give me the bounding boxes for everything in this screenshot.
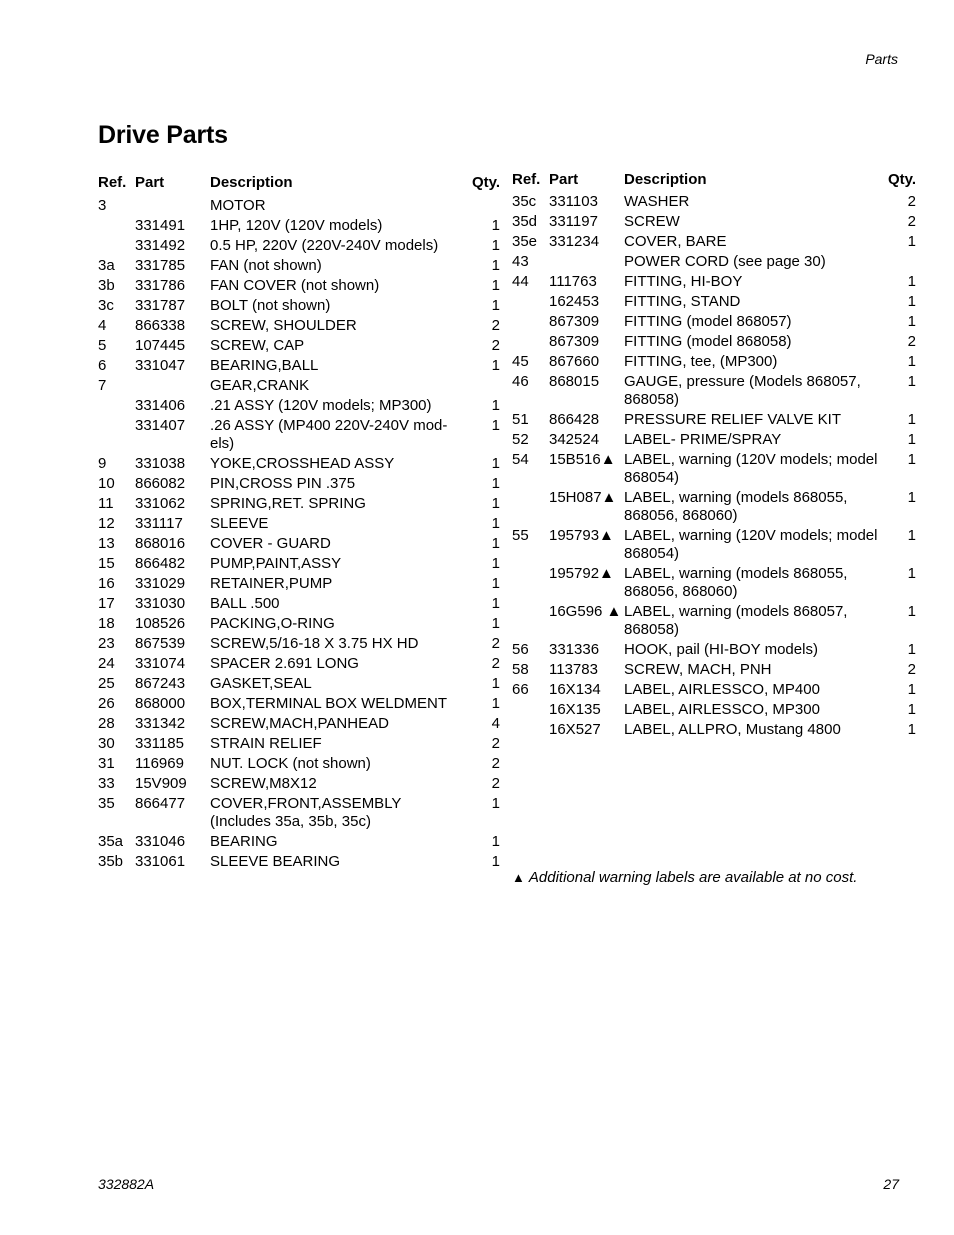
table-row	[98, 754, 500, 774]
part-cell: 113783	[549, 661, 598, 678]
qty-cell: 1	[491, 675, 500, 692]
part-cell: 867539	[135, 635, 186, 652]
table-row	[98, 416, 500, 454]
description-cell: PIN,CROSS PIN .375	[210, 475, 356, 492]
description-cell: LABEL, ALLPRO, Mustang 4800	[624, 721, 841, 738]
ref-cell: 58	[512, 661, 529, 678]
description-cell: SCREW,M8X12	[210, 775, 317, 792]
table-row	[512, 450, 916, 488]
description-cell: LABEL, warning (models 868055, 868056, 868060)	[624, 489, 848, 524]
ref-cell: 3a	[98, 257, 115, 274]
ref-cell: 15	[98, 555, 115, 572]
part-cell: 116969	[135, 755, 184, 772]
ref-cell: 45	[512, 353, 529, 370]
table-row	[512, 430, 916, 450]
part-cell: 868015	[549, 373, 600, 390]
table-row	[98, 356, 500, 376]
description-cell: PACKING,O-RING	[210, 615, 335, 632]
qty-cell: 1	[491, 555, 500, 572]
part-cell: 195792▲	[549, 565, 614, 582]
table-body	[98, 196, 500, 872]
part-cell: 331406	[135, 397, 186, 414]
part-cell: 331491	[135, 217, 186, 234]
ref-cell	[98, 417, 135, 453]
description-cell: BEARING	[210, 833, 278, 850]
ref-cell: 35	[98, 795, 115, 812]
ref-cell: 7	[98, 377, 107, 394]
table-row	[98, 256, 500, 276]
part-cell: 331103	[549, 193, 598, 210]
qty-cell: 1	[491, 417, 500, 434]
table-row	[512, 720, 916, 740]
table-row	[98, 376, 500, 396]
description-cell: SCREW	[624, 213, 680, 230]
ref-cell: 25	[98, 675, 115, 692]
part-cell: 866477	[135, 795, 186, 812]
ref-cell	[512, 701, 549, 719]
description-cell: FITTING (model 868057)	[624, 313, 792, 330]
table-row	[98, 654, 500, 674]
qty-cell: 2	[907, 193, 916, 210]
description-cell: PRESSURE RELIEF VALVE KIT	[624, 411, 842, 428]
part-cell: 331029	[135, 575, 186, 592]
ref-cell	[512, 721, 549, 739]
part-cell: 331047	[135, 357, 186, 374]
table-row	[98, 494, 500, 514]
description-cell: HOOK, pail (HI-BOY models)	[624, 641, 818, 658]
description-cell: FITTING, STAND	[624, 293, 741, 310]
table-row	[98, 614, 500, 634]
part-cell: 195793▲	[549, 527, 614, 544]
table-row	[98, 196, 500, 216]
col-qty-header: Qty.	[471, 173, 500, 191]
table-row	[512, 660, 916, 680]
table-row	[98, 634, 500, 654]
parts-table-left	[98, 171, 500, 872]
ref-cell	[98, 217, 135, 235]
qty-cell: 1	[491, 495, 500, 512]
ref-cell: 51	[512, 411, 529, 428]
description-cell: PUMP,PAINT,ASSY	[210, 555, 342, 572]
qty-cell: 1	[907, 603, 916, 620]
description-cell: LABEL, warning (models 868057, 868058)	[624, 603, 848, 638]
part-cell: 331197	[549, 213, 598, 230]
qty-cell: 1	[491, 575, 500, 592]
part-cell	[549, 253, 624, 271]
table-row	[512, 526, 916, 564]
table-row	[512, 212, 916, 232]
part-cell: 867243	[135, 675, 186, 692]
parts-table-right	[512, 168, 916, 740]
qty-cell: 1	[491, 615, 500, 632]
qty-cell	[470, 197, 500, 215]
qty-cell	[886, 253, 916, 271]
table-row	[98, 236, 500, 256]
part-cell: 868016	[135, 535, 186, 552]
table-row	[512, 700, 916, 720]
description-cell: FAN (not shown)	[210, 257, 322, 274]
qty-cell: 1	[907, 353, 916, 370]
ref-cell	[512, 333, 549, 351]
table-row	[512, 332, 916, 352]
part-cell: 331185	[135, 735, 184, 752]
ref-cell: 35d	[512, 213, 538, 230]
table-row	[98, 554, 500, 574]
description-cell: POWER CORD (see page 30)	[624, 253, 826, 270]
qty-cell: 1	[491, 277, 500, 294]
description-cell: SPACER 2.691 LONG	[210, 655, 359, 672]
part-cell: 162453	[549, 293, 600, 310]
table-row	[98, 534, 500, 554]
ref-cell: 17	[98, 595, 115, 612]
ref-cell: 28	[98, 715, 115, 732]
col-description-header: Description	[624, 170, 707, 188]
part-cell: 107445	[135, 337, 186, 354]
qty-cell: 2	[491, 635, 500, 652]
part-cell: 867660	[549, 353, 600, 370]
ref-cell: 11	[98, 495, 114, 512]
description-cell: .21 ASSY (120V models; MP300)	[210, 397, 432, 414]
table-row	[512, 312, 916, 332]
part-cell: 331046	[135, 833, 186, 850]
part-cell: 866082	[135, 475, 186, 492]
part-cell: 331336	[549, 641, 600, 658]
description-cell: YOKE,CROSSHEAD ASSY	[210, 455, 395, 472]
table-row	[512, 192, 916, 212]
qty-cell: 1	[907, 527, 916, 544]
description-cell: FITTING (model 868058)	[624, 333, 792, 350]
qty-cell: 2	[907, 213, 916, 230]
description-cell: 0.5 HP, 220V (220V-240V models)	[210, 237, 439, 254]
description-cell: COVER, BARE	[624, 233, 727, 250]
description-cell: STRAIN RELIEF	[210, 735, 322, 752]
table-row	[98, 396, 500, 416]
part-cell: 331234	[549, 233, 600, 250]
table-row	[512, 372, 916, 410]
qty-cell: 1	[907, 313, 916, 330]
part-cell: 331342	[135, 715, 186, 732]
description-cell: BALL .500	[210, 595, 280, 612]
qty-cell: 1	[907, 293, 916, 310]
description-cell: COVER - GUARD	[210, 535, 331, 552]
part-cell: 15V909	[135, 775, 187, 792]
table-row	[98, 336, 500, 356]
part-cell: 16X135	[549, 701, 601, 718]
table-row	[98, 734, 500, 754]
ref-cell	[512, 313, 549, 331]
page-title: Drive Parts	[98, 121, 228, 149]
table-row	[512, 640, 916, 660]
part-cell: 866482	[135, 555, 186, 572]
warning-triangle-icon: ▲	[512, 870, 525, 885]
ref-cell	[512, 565, 549, 601]
table-row	[98, 794, 500, 832]
part-cell	[135, 197, 210, 215]
table-row	[512, 232, 916, 252]
ref-cell	[98, 397, 135, 415]
table-header	[98, 171, 500, 193]
ref-cell: 3	[98, 197, 107, 214]
part-cell: 342524	[549, 431, 600, 448]
qty-cell: 2	[491, 337, 500, 354]
part-cell: 331030	[135, 595, 186, 612]
qty-cell: 4	[491, 715, 500, 732]
description-cell: LABEL, warning (120V models; model 868054)	[624, 527, 878, 562]
ref-cell: 5	[98, 337, 107, 354]
ref-cell: 4	[98, 317, 107, 334]
qty-cell: 2	[491, 775, 500, 792]
qty-cell: 1	[491, 257, 500, 274]
ref-cell: 13	[98, 535, 115, 552]
qty-cell: 1	[907, 451, 916, 468]
table-row	[98, 316, 500, 336]
qty-cell: 1	[491, 833, 500, 850]
ref-cell: 44	[512, 273, 529, 290]
table-row	[98, 774, 500, 794]
part-cell: 331407	[135, 417, 186, 434]
part-cell: 331785	[135, 257, 186, 274]
description-cell: MOTOR	[210, 197, 266, 214]
description-cell: .26 ASSY (MP400 220V-240V mod-els)	[210, 417, 448, 452]
col-ref-header: Ref.	[98, 173, 127, 191]
part-cell: 331786	[135, 277, 186, 294]
description-cell: LABEL, AIRLESSCO, MP300	[624, 701, 820, 718]
table-row	[512, 352, 916, 372]
qty-cell: 1	[491, 515, 500, 532]
table-row	[98, 574, 500, 594]
ref-cell: 46	[512, 373, 529, 390]
ref-cell: 12	[98, 515, 115, 532]
qty-cell: 2	[491, 317, 500, 334]
description-cell: SCREW, CAP	[210, 337, 305, 354]
description-cell: NUT. LOCK (not shown)	[210, 755, 371, 772]
part-cell: 867309	[549, 313, 600, 330]
table-row	[512, 292, 916, 312]
qty-cell: 1	[491, 237, 500, 254]
qty-cell: 1	[491, 397, 500, 414]
part-cell: 331492	[135, 237, 186, 254]
qty-cell: 1	[491, 535, 500, 552]
table-row	[512, 252, 916, 272]
ref-cell: 3b	[98, 277, 115, 294]
table-row	[98, 296, 500, 316]
ref-cell: 54	[512, 451, 529, 468]
ref-cell: 30	[98, 735, 115, 752]
qty-cell: 1	[907, 489, 916, 506]
description-cell: RETAINER,PUMP	[210, 575, 333, 592]
ref-cell: 6	[98, 357, 107, 374]
col-qty-header: Qty.	[887, 170, 916, 188]
ref-cell	[512, 489, 549, 525]
footnote-text: Additional warning labels are available at no cost.	[528, 869, 858, 886]
part-cell: 331062	[135, 495, 186, 512]
description-cell: SPRING,RET. SPRING	[210, 495, 366, 512]
part-cell: 331117	[135, 515, 183, 532]
description-cell: LABEL, warning (models 868055, 868056, 868060)	[624, 565, 848, 600]
table-row	[98, 454, 500, 474]
part-cell: 16X134	[549, 681, 601, 698]
ref-cell: 18	[98, 615, 115, 632]
description-cell: LABEL, AIRLESSCO, MP400	[624, 681, 820, 698]
qty-cell: 1	[907, 273, 916, 290]
description-cell: BEARING,BALL	[210, 357, 319, 374]
ref-cell: 9	[98, 455, 107, 472]
description-cell: GAUGE, pressure (Models 868057, 868058)	[624, 373, 861, 408]
description-cell: FITTING, HI-BOY	[624, 273, 743, 290]
qty-cell: 1	[491, 217, 500, 234]
ref-cell: 43	[512, 253, 529, 270]
description-cell: FAN COVER (not shown)	[210, 277, 380, 294]
description-cell: GEAR,CRANK	[210, 377, 310, 394]
header-section-label: Parts	[865, 51, 898, 67]
ref-cell: 31	[98, 755, 115, 772]
description-cell: GASKET,SEAL	[210, 675, 312, 692]
part-cell: 16G596 ▲	[549, 603, 622, 620]
ref-cell	[512, 603, 549, 639]
description-cell: 1HP, 120V (120V models)	[210, 217, 383, 234]
description-cell: FITTING, tee, (MP300)	[624, 353, 778, 370]
table-row	[98, 514, 500, 534]
ref-cell: 66	[512, 681, 529, 698]
table-body	[512, 192, 916, 740]
qty-cell: 1	[907, 565, 916, 582]
qty-cell: 1	[491, 695, 500, 712]
document-number: 332882A	[98, 1176, 155, 1192]
table-row	[98, 714, 500, 734]
ref-cell: 33	[98, 775, 115, 792]
qty-cell: 2	[491, 735, 500, 752]
warning-footnote	[512, 869, 857, 886]
table-row	[98, 594, 500, 614]
qty-cell: 1	[491, 795, 500, 812]
ref-cell	[98, 237, 135, 255]
description-cell: BOX,TERMINAL BOX WELDMENT	[210, 695, 447, 712]
part-cell: 331074	[135, 655, 186, 672]
qty-cell: 2	[491, 655, 500, 672]
ref-cell: 16	[98, 575, 115, 592]
qty-cell: 1	[907, 431, 916, 448]
qty-cell: 1	[907, 721, 916, 738]
table-row	[98, 474, 500, 494]
ref-cell	[512, 293, 549, 311]
qty-cell: 1	[491, 475, 500, 492]
table-row	[512, 602, 916, 640]
ref-cell: 23	[98, 635, 115, 652]
ref-cell: 35e	[512, 233, 538, 250]
qty-cell: 2	[491, 755, 500, 772]
description-cell: SCREW, SHOULDER	[210, 317, 357, 334]
col-description-header: Description	[210, 173, 293, 191]
qty-cell: 1	[491, 455, 500, 472]
description-cell: SLEEVE	[210, 515, 269, 532]
qty-cell: 1	[907, 233, 916, 250]
ref-cell: 52	[512, 431, 529, 448]
part-cell: 16X527	[549, 721, 601, 738]
table-row	[98, 674, 500, 694]
part-cell: 867309	[549, 333, 600, 350]
ref-cell: 55	[512, 527, 529, 544]
table-row	[98, 216, 500, 236]
description-cell: SCREW, MACH, PNH	[624, 661, 772, 678]
qty-cell: 1	[907, 373, 916, 390]
col-part-header: Part	[549, 170, 579, 188]
qty-cell: 1	[907, 411, 916, 428]
part-cell: 331061	[135, 853, 186, 870]
qty-cell: 1	[491, 297, 500, 314]
part-cell	[135, 377, 210, 395]
ref-cell: 35b	[98, 853, 124, 870]
description-cell: SLEEVE BEARING	[210, 853, 341, 870]
qty-cell: 1	[907, 681, 916, 698]
qty-cell: 1	[491, 357, 500, 374]
ref-cell: 3c	[98, 297, 114, 314]
part-cell: 331038	[135, 455, 186, 472]
table-row	[98, 276, 500, 296]
part-cell: 15B516▲	[549, 451, 616, 468]
qty-cell: 2	[907, 333, 916, 350]
part-cell: 15H087▲	[549, 489, 617, 506]
col-ref-header: Ref.	[512, 170, 541, 188]
ref-cell: 35c	[512, 193, 537, 210]
qty-cell: 1	[907, 701, 916, 718]
qty-cell: 1	[491, 595, 500, 612]
qty-cell: 1	[491, 853, 500, 870]
ref-cell: 35a	[98, 833, 124, 850]
description-cell: LABEL, warning (120V models; model 868054)	[624, 451, 878, 486]
qty-cell: 1	[907, 641, 916, 658]
table-row	[512, 680, 916, 700]
ref-cell: 26	[98, 695, 115, 712]
ref-cell: 56	[512, 641, 529, 658]
description-cell: SCREW,5/16-18 X 3.75 HX HD	[210, 635, 419, 652]
table-row	[512, 410, 916, 430]
ref-cell: 10	[98, 475, 115, 492]
description-cell: COVER,FRONT,ASSEMBLY (Includes 35a, 35b, 35c)	[210, 795, 402, 830]
part-cell: 866338	[135, 317, 186, 334]
description-cell: WASHER	[624, 193, 690, 210]
description-cell: LABEL- PRIME/SPRAY	[624, 431, 782, 448]
qty-cell	[470, 377, 500, 395]
col-part-header: Part	[135, 173, 165, 191]
part-cell: 868000	[135, 695, 186, 712]
part-cell: 331787	[135, 297, 186, 314]
table-header	[512, 168, 916, 190]
description-cell: SCREW,MACH,PANHEAD	[210, 715, 389, 732]
part-cell: 866428	[549, 411, 600, 428]
part-cell: 111763	[549, 273, 597, 290]
part-cell: 108526	[135, 615, 186, 632]
table-row	[98, 852, 500, 872]
table-row	[512, 272, 916, 292]
qty-cell: 2	[907, 661, 916, 678]
table-row	[98, 832, 500, 852]
table-row	[98, 694, 500, 714]
description-cell: BOLT (not shown)	[210, 297, 331, 314]
table-row	[512, 564, 916, 602]
ref-cell: 24	[98, 655, 115, 672]
page-number: 27	[883, 1176, 899, 1192]
table-row	[512, 488, 916, 526]
